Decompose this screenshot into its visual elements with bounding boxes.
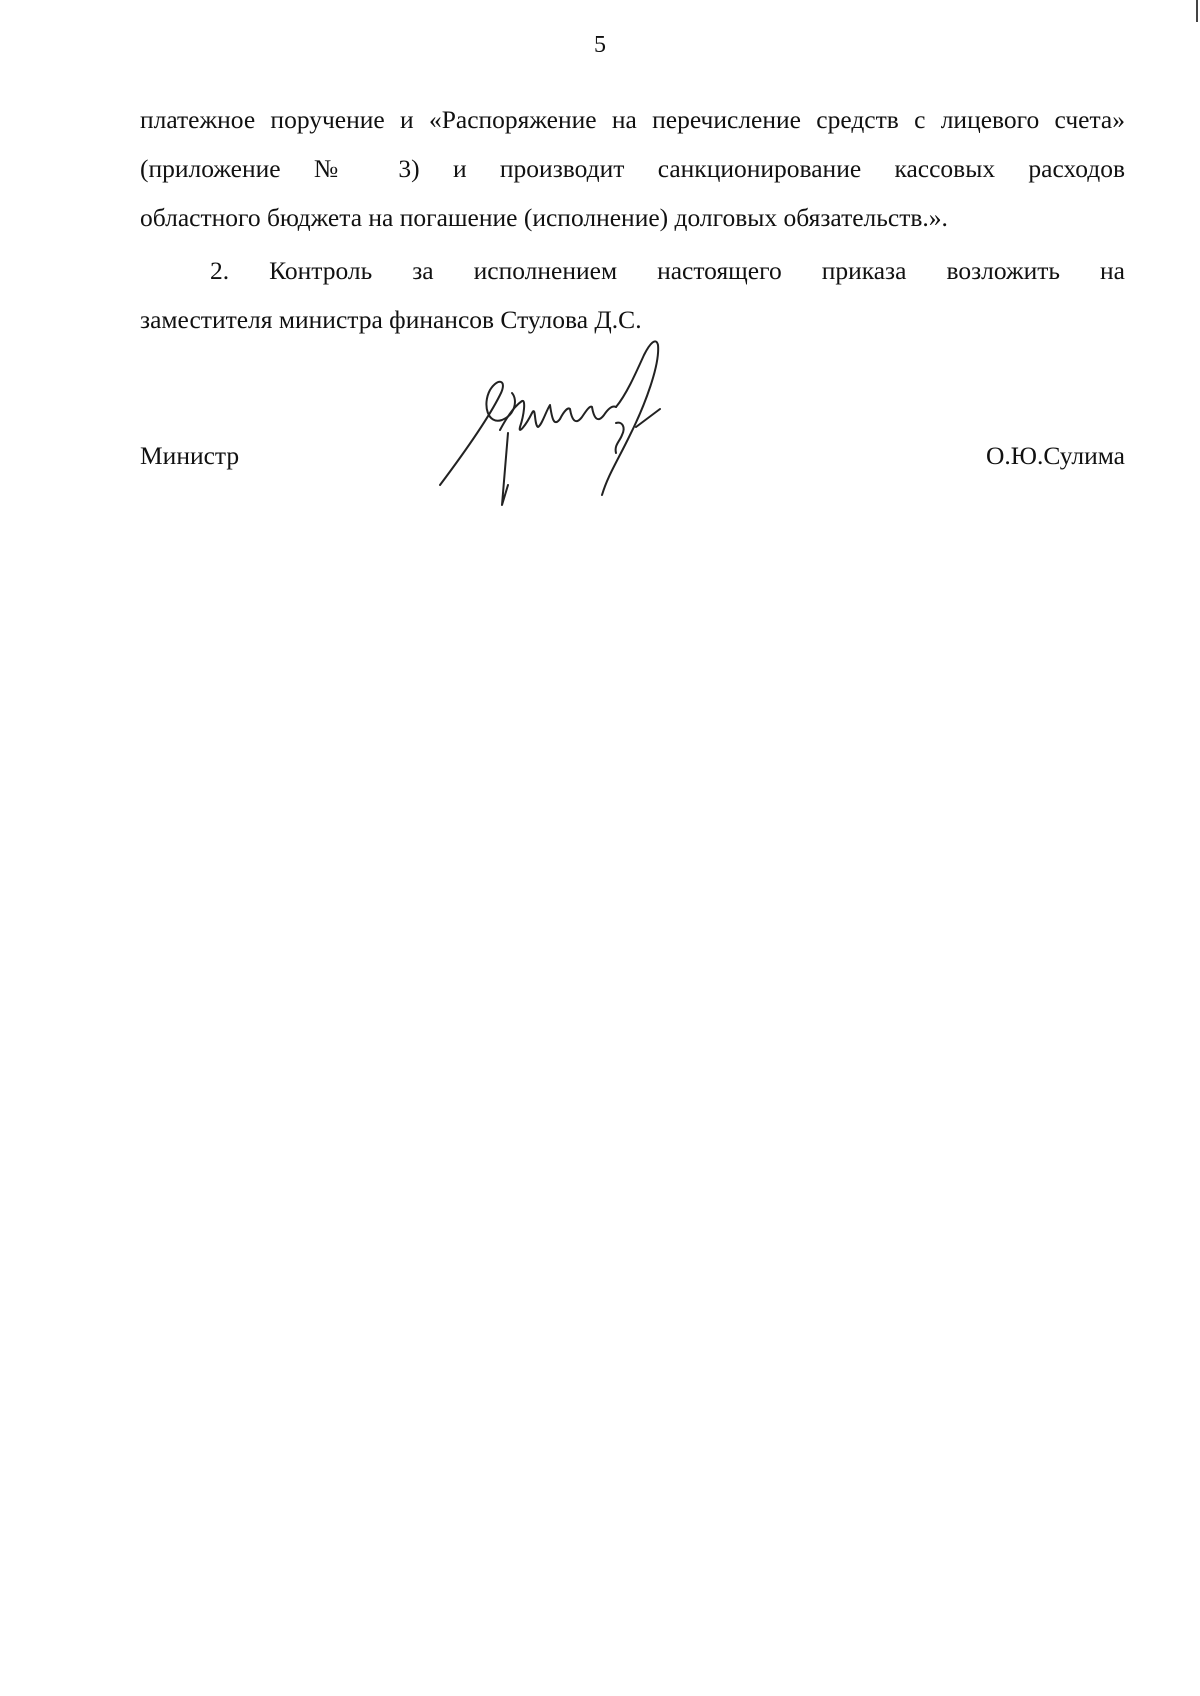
paragraph-2-line-1: 2. Контроль за исполнением настоящего приказа возложить на: [210, 256, 1125, 285]
scan-edge-mark: [1196, 0, 1198, 22]
paragraph-control-clause: [140, 246, 1125, 344]
handwritten-signature: [430, 335, 730, 535]
paragraph-1-line-1: платежное поручение и «Распоряжение на перечисление средств с лицевого: [140, 105, 1040, 134]
page-number: 5: [594, 32, 606, 58]
signatory-name: О.Ю.Сулима: [985, 441, 1125, 470]
signatory-position: Министр: [140, 441, 240, 470]
paragraph-1-line-2: счета» (приложение № 3) и производит санкционирование кассовых расходов: [140, 105, 1126, 183]
paragraph-continuation: [140, 95, 1125, 242]
paragraph-2-line-2: заместителя министра финансов Стулова Д.С.: [140, 305, 642, 334]
paragraph-1-line-3: областного бюджета на погашение (исполнение) долговых обязательств.».: [140, 203, 948, 232]
